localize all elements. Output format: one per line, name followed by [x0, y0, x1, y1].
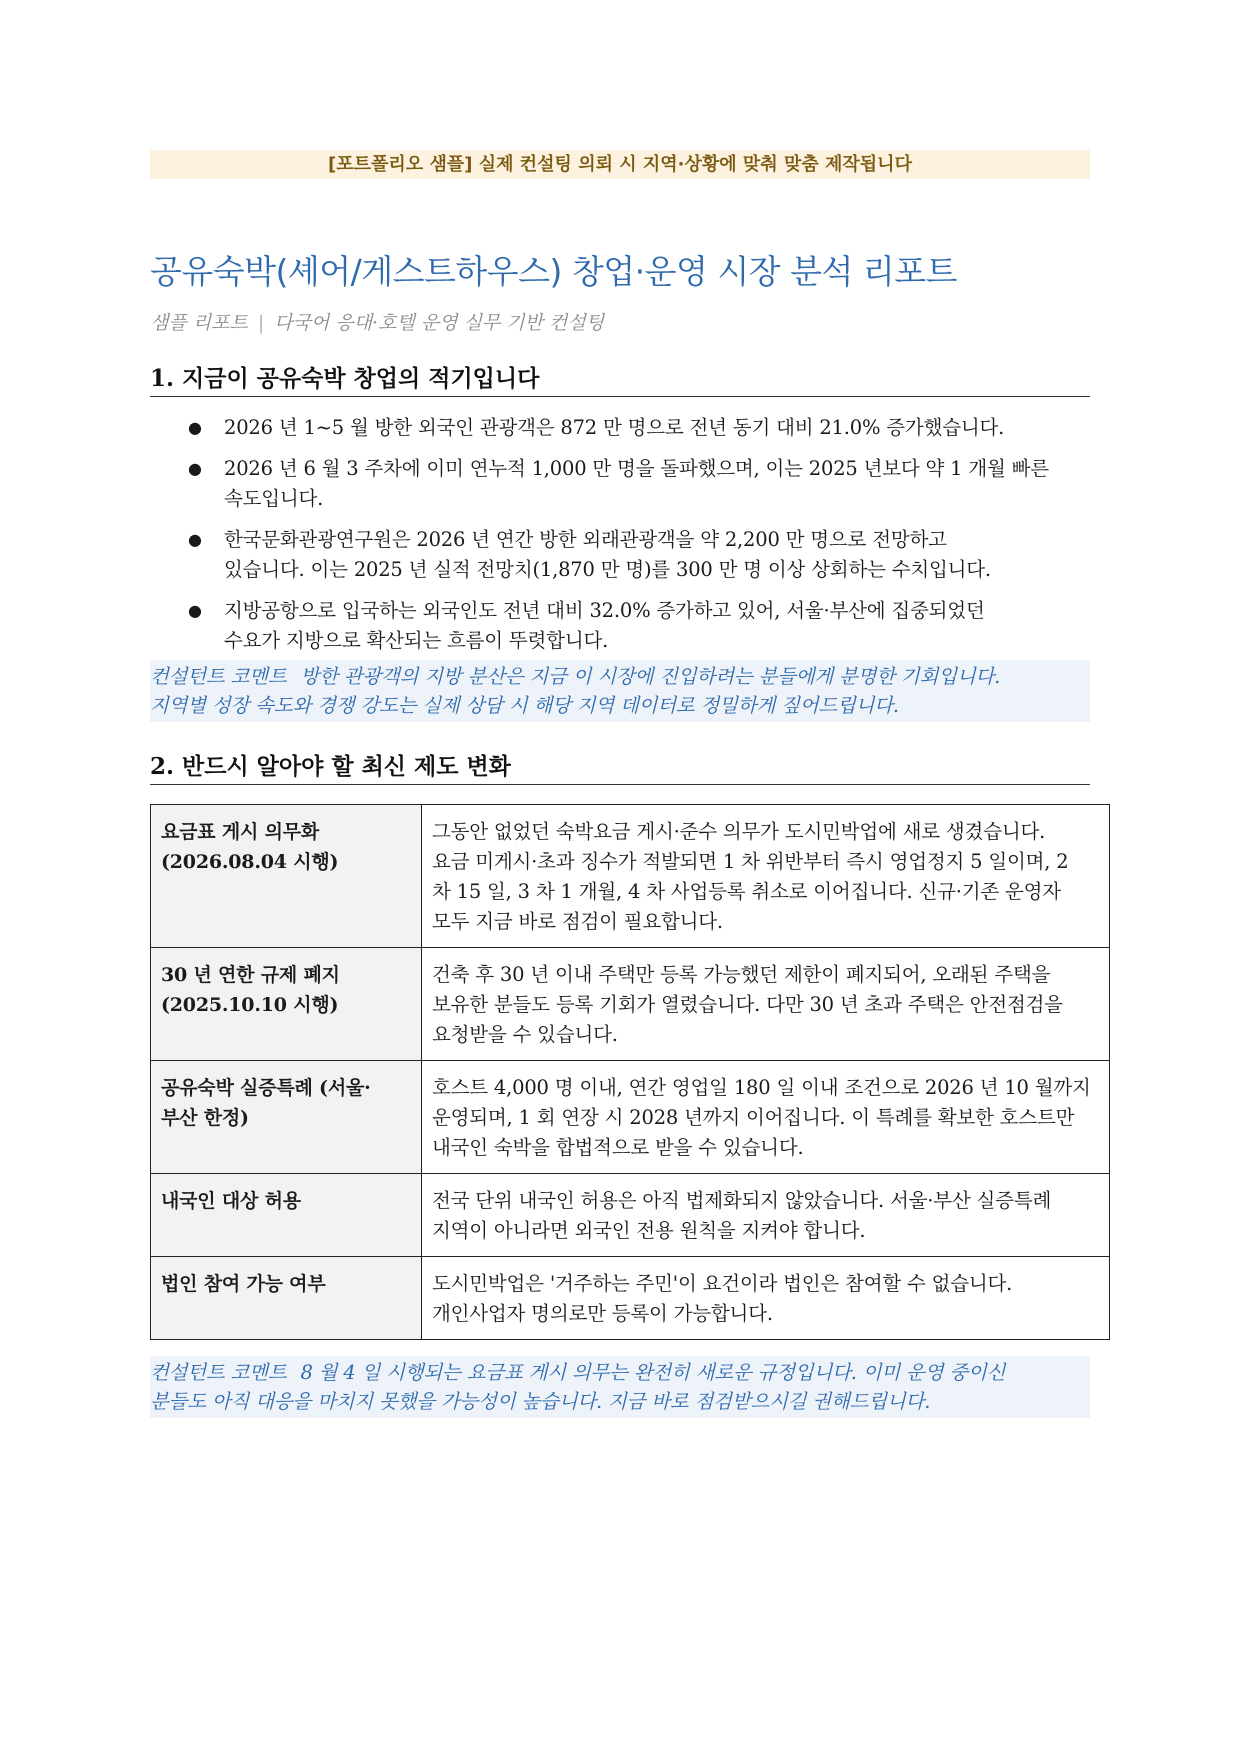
- description-line: 지역이 아니라면 외국인 전용 원칙을 지켜야 합니다.: [432, 1219, 866, 1242]
- regulation-name: [151, 948, 422, 1061]
- table-row: [151, 1061, 1110, 1174]
- report-subtitle: [150, 308, 604, 335]
- description-line: 보유한 분들도 등록 기회가 열렸습니다. 다만 30 년 초과 주택은 안전점검을: [432, 993, 1063, 1016]
- bullet-icon: ●: [188, 601, 202, 620]
- regulation-name-line: 법인 참여 가능 여부: [161, 1273, 326, 1295]
- description-line: 요청받을 수 있습니다.: [432, 1023, 618, 1046]
- bullet-line: 2026 년 6 월 3 주차에 이미 연누적 1,000 만 명을 돌파했으며, 이는 2025 년보다 약 1 개월 빠른: [224, 457, 1049, 480]
- description-line: 전국 단위 내국인 허용은 아직 법제화되지 않았습니다. 서울·부산 실증특례: [432, 1189, 1052, 1212]
- regulation-name: [151, 805, 422, 948]
- table-row: [151, 1174, 1110, 1257]
- comment-label: 컨설턴트 코멘트: [150, 665, 287, 688]
- comment-line: 분들도 아직 대응을 마치지 못했을 가능성이 높습니다. 지금 바로 점검받으시길 권해드립니다.: [150, 1390, 931, 1413]
- description-line: 개인사업자 명의로만 등록이 가능합니다.: [432, 1302, 773, 1325]
- comment-line: 8 월 4 일 시행되는 요금표 게시 의무는 완전히 새로운 규정입니다. 이미 운영 중이신: [300, 1361, 1006, 1384]
- description-line: 도시민박업은 '거주하는 주민'이 요건이라 법인은 참여할 수 없습니다.: [432, 1272, 1013, 1295]
- bullet-line: 수요가 지방으로 확산되는 흐름이 뚜렷합니다.: [224, 629, 609, 652]
- table-row: [151, 948, 1110, 1061]
- consultant-comment-2: [150, 1356, 1090, 1418]
- description-line: 호스트 4,000 명 이내, 연간 영업일 180 일 이내 조건으로 2026 년 10 월까지: [432, 1076, 1091, 1099]
- regulation-name: [151, 1061, 422, 1174]
- description-line: 내국인 숙박을 합법적으로 받을 수 있습니다.: [432, 1136, 804, 1159]
- bullet-icon: ●: [188, 418, 202, 437]
- bullet-line: 속도입니다.: [224, 487, 324, 510]
- table-row: [151, 805, 1110, 948]
- section2-heading: 2. 반드시 알아야 할 최신 제도 변화: [150, 752, 1090, 785]
- description-line: 그동안 없었던 숙박요금 게시·준수 의무가 도시민박업에 새로 생겼습니다.: [432, 820, 1046, 843]
- list-item: [150, 525, 1090, 585]
- regulation-description: [422, 948, 1110, 1061]
- regulation-name: [151, 1257, 422, 1340]
- list-item: [150, 596, 1090, 656]
- report-title: 공유숙박(셰어/게스트하우스) 창업·운영 시장 분석 리포트: [150, 252, 958, 291]
- subtitle-right: 다국어 응대·호텔 운영 실무 기반 컨설팅: [274, 312, 605, 334]
- regulation-table: [150, 804, 1110, 1340]
- table-row: [151, 1257, 1110, 1340]
- description-line: 차 15 일, 3 차 1 개월, 4 차 사업등록 취소로 이어집니다. 신규·기존 운영자: [432, 880, 1061, 903]
- regulation-name-line: 내국인 대상 허용: [161, 1190, 301, 1212]
- bullet-line: 한국문화관광연구원은 2026 년 연간 방한 외래관광객을 약 2,200 만 명으로 전망하고: [224, 528, 947, 551]
- description-line: 운영되며, 1 회 연장 시 2028 년까지 이어집니다. 이 특례를 확보한 호스트만: [432, 1106, 1075, 1129]
- regulation-name-line: 부산 한정): [161, 1107, 249, 1129]
- bullet-line: 있습니다. 이는 2025 년 실적 전망치(1,870 만 명)를 300 만 명 이상 상회하는 수치입니다.: [224, 558, 991, 581]
- regulation-description: [422, 805, 1110, 948]
- consultant-comment-1: [150, 660, 1090, 722]
- regulation-name-line: 요금표 게시 의무화: [161, 821, 320, 843]
- description-line: 요금 미게시·초과 징수가 적발되면 1 차 위반부터 즉시 영업정지 5 일이며, 2: [432, 850, 1069, 873]
- comment-label: 컨설턴트 코멘트: [150, 1361, 287, 1384]
- description-line: 건축 후 30 년 이내 주택만 등록 가능했던 제한이 폐지되어, 오래된 주택을: [432, 963, 1051, 986]
- list-item: [150, 454, 1090, 514]
- regulation-date-line: (2026.08.04 시행): [161, 851, 339, 873]
- bullet-line: 지방공항으로 입국하는 외국인도 전년 대비 32.0% 증가하고 있어, 서울·부산에 집중되었던: [224, 599, 985, 622]
- comment-line: 방한 관광객의 지방 분산은 지금 이 시장에 진입하려는 분들에게 분명한 기회입니다.: [300, 665, 1001, 688]
- bullet-icon: ●: [188, 459, 202, 478]
- bullet-line: 2026 년 1~5 월 방한 외국인 관광객은 872 만 명으로 전년 동기 대비 21.0% 증가했습니다.: [224, 416, 1005, 439]
- comment-line: 지역별 성장 속도와 경쟁 강도는 실제 상담 시 해당 지역 데이터로 정밀하게 짚어드립니다.: [150, 694, 899, 717]
- section1-heading: 1. 지금이 공유숙박 창업의 적기입니다: [150, 364, 1090, 397]
- regulation-description: [422, 1174, 1110, 1257]
- regulation-name-line: 공유숙박 실증특례 (서울·: [161, 1077, 371, 1099]
- regulation-name: [151, 1174, 422, 1257]
- list-item: [150, 413, 1090, 443]
- subtitle-separator: |: [257, 312, 265, 334]
- market-bullet-list: [150, 413, 1090, 667]
- regulation-date-line: (2025.10.10 시행): [161, 994, 339, 1016]
- portfolio-sample-banner: [포트폴리오 샘플] 실제 컨설팅 의뢰 시 지역·상황에 맞춰 맞춤 제작됩니다: [150, 150, 1090, 179]
- bullet-icon: ●: [188, 530, 202, 549]
- regulation-name-line: 30 년 연한 규제 폐지: [161, 964, 340, 986]
- subtitle-left: 샘플 리포트: [150, 312, 248, 334]
- regulation-description: [422, 1061, 1110, 1174]
- regulation-description: [422, 1257, 1110, 1340]
- description-line: 모두 지금 바로 점검이 필요합니다.: [432, 910, 723, 933]
